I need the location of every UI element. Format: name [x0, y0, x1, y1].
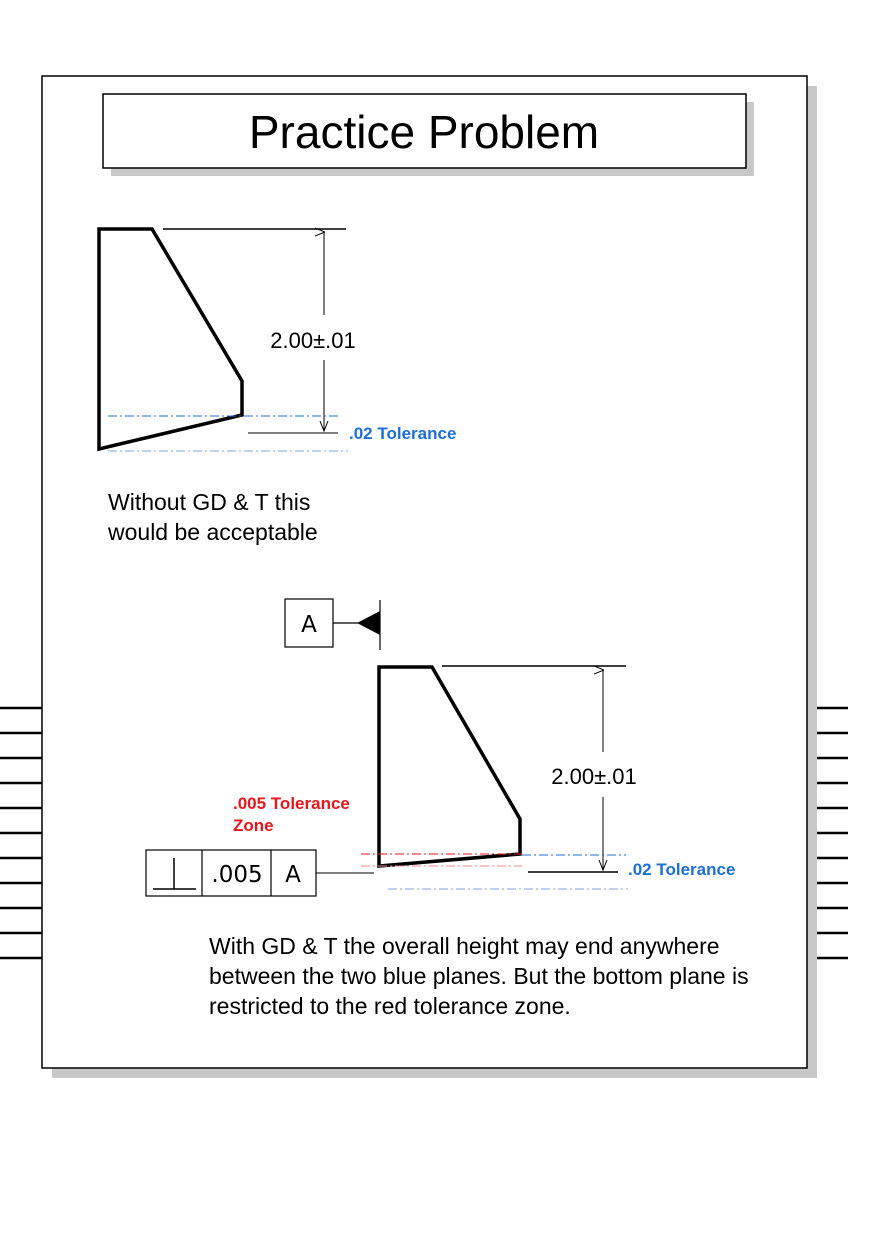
- top-caption-line1: Without GD & T this: [108, 489, 311, 515]
- bottom-caption: With GD & T the overall height may end anywhere between the two blue planes. But the bottom plane is restricted to the red tolerance zone.: [209, 933, 749, 1019]
- top-tolerance-label: .02 Tolerance: [349, 424, 457, 443]
- slide-frame: [42, 76, 807, 1068]
- top-dimension-label: 2.00±.01: [270, 328, 356, 353]
- bottom-dimension-label: 2.00±.01: [551, 764, 637, 789]
- datum-box-label: A: [301, 612, 317, 638]
- red-zone-label-line2: Zone: [233, 816, 274, 835]
- red-zone-label-line1: .005 Tolerance: [233, 794, 350, 813]
- top-caption: [108, 487, 408, 547]
- bottom-tolerance-label: .02 Tolerance: [628, 860, 736, 879]
- left-edge-ticks: [0, 708, 42, 958]
- top-caption-line2: would be acceptable: [108, 519, 318, 545]
- right-edge-ticks: [817, 708, 848, 958]
- page-title: Practice Problem: [248, 106, 600, 158]
- fcf-tolerance-value: .005: [211, 862, 263, 888]
- fcf-datum-reference: A: [285, 862, 301, 888]
